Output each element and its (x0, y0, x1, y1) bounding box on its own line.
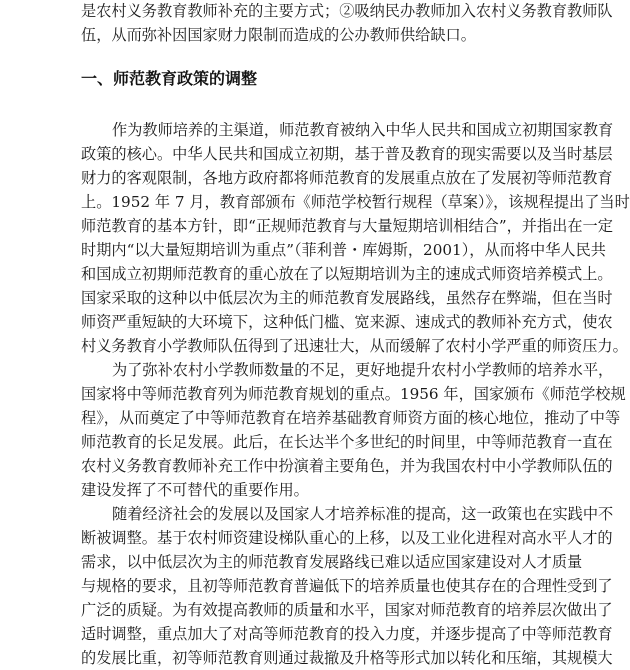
section-heading: 一、师范教育政策的调整 (81, 69, 258, 88)
text-line: 的发展比重，初等师范教育则通过裁撤及升格等形式加以转化和压缩，其规模大 (81, 649, 613, 667)
text-line: 随着经济社会的发展以及国家人才培养标准的提高，这一政策也在实践中不 (112, 505, 614, 523)
text-line: 广泛的质疑。为有效提高教师的质量和水平，国家对师范教育的培养层次做出了 (81, 601, 613, 619)
text-line: 是农村义务教育教师补充的主要方式；②吸纳民办教师加入农村义务教育教师队 (81, 2, 613, 20)
text-line: 需求，以中低层次为主的师范教育发展路线已难以适应国家建设对人才质量 (81, 553, 583, 571)
text-line: 财力的客观限制，各地方政府都将师范教育的发展重点放在了发展初等师范教育 (81, 169, 613, 187)
text-line: 师范教育的长足发展。此后，在长达半个多世纪的时间里，中等师范教育一直在 (81, 433, 613, 451)
text-line: 适时调整，重点加大了对高等师范教育的投入力度，并逐步提高了中等师范教育 (81, 625, 613, 643)
text-line: 师资严重短缺的大环境下，这种低门槛、宽来源、速成式的教师补充方式，使农 (81, 313, 613, 331)
text-line: 国家将中等师范教育列为师范教育规划的重点。1956 年，国家颁布《师范学校规 (81, 385, 626, 403)
text-line: 为了弥补农村小学教师数量的不足，更好地提升农村小学教师的培养水平， (112, 361, 614, 379)
text-line: 作为教师培养的主渠道，师范教育被纳入中华人民共和国成立初期国家教育 (112, 121, 614, 139)
text-line: 程》，从而奠定了中等师范教育在培养基础教育师资方面的核心地位，推动了中等 (81, 409, 621, 427)
text-line: 断被调整。基于农村师资建设梯队重心的上移，以及工业化进程对高水平人才的 (81, 529, 613, 547)
text-line: 村义务教育小学教师队伍得到了迅速壮大，从而缓解了农村小学严重的师资压力。 (81, 337, 628, 355)
text-line: 和国成立初期师范教育的重心放在了以短期培训为主的速成式师资培养模式上。 (81, 265, 613, 283)
text-line: 政策的核心。中华人民共和国成立初期，基于普及教育的现实需要以及当时基层 (81, 145, 613, 163)
text-line: 国家采取的这种以中低层次为主的师范教育发展路线，虽然存在弊端，但在当时 (81, 289, 613, 307)
text-line: 与规格的要求，且初等师范教育普遍低下的培养质量也使其存在的合理性受到了 (81, 577, 613, 595)
text-line: 农村义务教育教师补充工作中扮演着主要角色，并为我国农村中小学教师队伍的 (81, 457, 613, 475)
text-line: 上。1952 年 7 月，教育部颁布《师范学校暂行规程（草案）》，该规程提出了当时 (81, 193, 630, 211)
text-line: 师范教育的基本方针，即“正规师范教育与大量短期培训相结合”，并指出在一定 (81, 217, 613, 235)
text-line: 伍，从而弥补因国家财力限制而造成的公办教师供给缺口。 (81, 26, 476, 44)
text-line: 建设发挥了不可替代的重要作用。 (81, 481, 309, 499)
text-line: 时期内“以大量短期培训为重点”（菲利普・库姆斯，2001），从而将中华人民共 (81, 241, 606, 259)
